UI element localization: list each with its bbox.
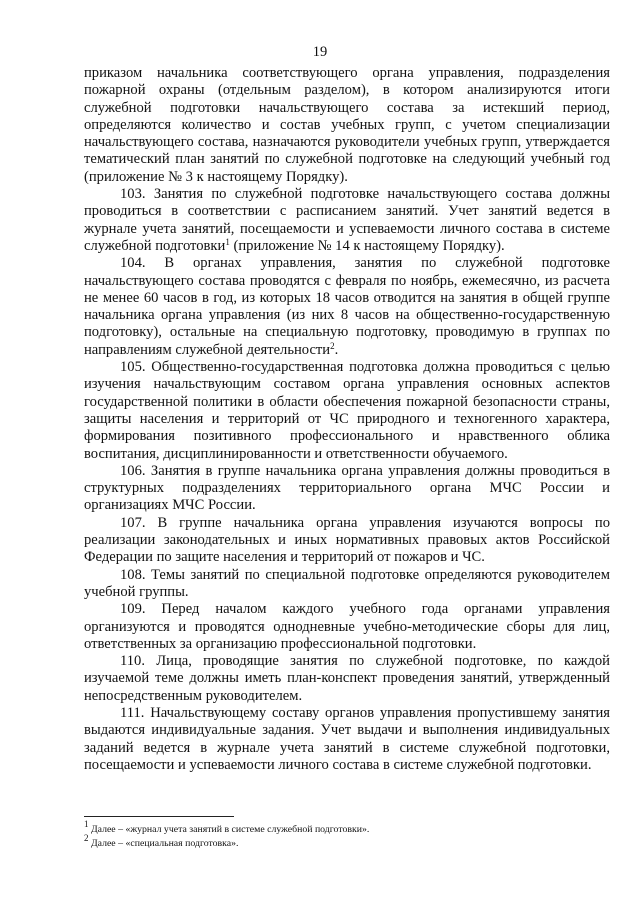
paragraph-text: 104. В органах управления, занятия по служебной подготовке начальствующего состава проводятся с февраля по ноябрь, ежемесячно, из расчета не менее 60 часов в год, из которых 18 часов отводится на занятия в общей группе начальника органа управления (из них 8 часов на общественно-государственную подготовку), остальные на специальную подготовку, проводимую в группах по направлениям служебной деятельности: [84, 255, 610, 358]
paragraph-106: [84, 463, 610, 515]
paragraph-text: 105. Общественно-государственная подготовка должна проводиться с целью изучения начальствующим составом органа управления основных аспектов государственной политики в области обеспечения пожарной безопасности страны, защиты населения и территорий от ЧС природного и техногенного характера, формирования позитивного профессионального и нравственного облика воспитания, дисциплинированности и ответственности обучаемого.: [84, 359, 610, 462]
paragraph-111: [84, 705, 610, 774]
footnote-mark: 2: [84, 833, 89, 843]
paragraph-107: [84, 515, 610, 567]
paragraph-text: 111. Начальствующему составу органов управления пропустившему занятия выдаются индивидуальные задания. Учет выдачи и выполнения индивидуальных заданий ведется в журнале учета занятий в системе служебной подготовки, посещаемости и успеваемости личного состава в системе служебной подготовки.: [84, 704, 610, 773]
paragraph-110: [84, 653, 610, 705]
paragraph-108: [84, 567, 610, 602]
paragraph-105: [84, 359, 610, 463]
paragraph-continuation: [84, 65, 610, 186]
footnote-1: [84, 819, 610, 837]
footnote-2: [84, 833, 610, 851]
footnote-divider: [84, 816, 234, 817]
paragraph-text: приказом начальника соответствующего органа управления, подразделения пожарной охраны (отдельным разделом), в котором анализируются итоги служебной подготовки начальствующего состава за истекший период, определяются количество и состав учебных групп, с учетом специализации начальствующего состава, назначаются руководители учебных групп, утверждается тематический план занятий по служебной подготовке на следующий учебный год (приложение № 3 к настоящему Порядку).: [84, 65, 610, 185]
paragraph-text: 108. Темы занятий по специальной подготовке определяются руководителем учебной группы.: [84, 566, 610, 600]
footnote-ref-2: 2: [330, 340, 335, 351]
paragraph-text: 107. В группе начальника органа управления изучаются вопросы по реализации законодательных и иных нормативных правовых актов Российской Федерации по защите населения и территорий от пожаров и ЧС.: [84, 514, 610, 566]
paragraph-text-tail: .: [334, 341, 339, 358]
footnote-text: Далее – «журнал учета занятий в системе служебной подготовки».: [88, 824, 370, 835]
body-text: [84, 65, 610, 774]
paragraph-103: [84, 186, 610, 255]
paragraph-text: 109. Перед началом каждого учебного года органами управления организуются и проводятся однодневные учебно-методические сборы для лиц, ответственных за организацию профессиональной подготовки.: [84, 601, 610, 652]
paragraph-text: 103. Занятия по служебной подготовке начальствующего состава должны проводиться в соответствии с расписанием занятий. Учет занятий ведется в журнале учета занятий, посещаемости и успеваемости личного состава в системе служебной подготовки: [84, 186, 610, 254]
footnote-text: Далее – «специальная подготовка».: [88, 838, 239, 849]
paragraph-109: [84, 601, 610, 653]
footnotes: [84, 819, 610, 851]
footnote-mark: 1: [84, 819, 89, 829]
paragraph-text: 110. Лица, проводящие занятия по служебной подготовке, по каждой изучаемой теме должны иметь план-конспект проведения занятий, утвержденный непосредственным руководителем.: [84, 653, 610, 704]
paragraph-104: [84, 255, 610, 359]
footnote-ref-1: 1: [225, 236, 230, 247]
page-number: 19: [312, 44, 328, 60]
paragraph-text-tail: (приложение № 14 к настоящему Порядку).: [229, 237, 505, 254]
paragraph-text: 106. Занятия в группе начальника органа управления должны проводиться в структурных подразделениях территориального органа МЧС России и организациях МЧС России.: [84, 462, 610, 514]
